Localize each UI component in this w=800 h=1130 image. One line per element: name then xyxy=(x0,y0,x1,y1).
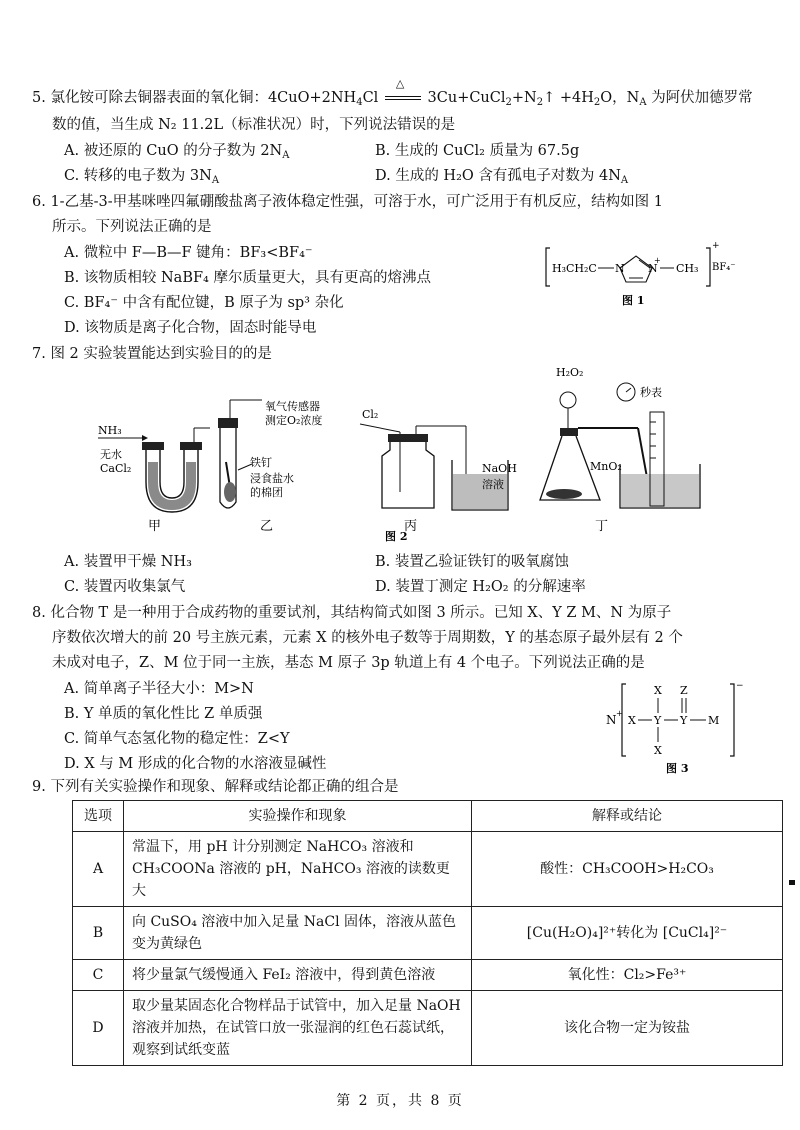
q7-option-b: B. 装置乙验证铁钉的吸氧腐蚀 xyxy=(375,554,569,570)
table-header: 选项 xyxy=(73,801,124,832)
q8-option-b: B. Y 单质的氧化性比 Z 单质强 xyxy=(64,706,263,722)
table-cell-option: B xyxy=(73,907,124,960)
figure-2-caption: 图 2 xyxy=(385,530,408,542)
label-mno2: MnO₂ xyxy=(590,460,622,473)
figure-3-structure xyxy=(600,676,750,776)
q6-option-a: A. 微粒中 F—B—F 键角：BF₃<BF₄⁻ xyxy=(64,245,313,261)
q8-stem-line1: 8. 化合物 T 是一种用于合成药物的重要试剂，其结构简式如图 3 所示。已知 X、Y Z M、N 为原子 xyxy=(32,605,672,621)
label-nh3: NH₃ xyxy=(98,424,122,437)
label-cl2: Cl₂ xyxy=(362,408,379,421)
label-cacl2: CaCl₂ xyxy=(100,462,132,475)
anion-charge: − xyxy=(736,681,744,691)
label-iron-nail: 铁钉 xyxy=(250,456,272,469)
q5-stem-line2: 数的值，当生成 N₂ 11.2L（标准状况）时，下列说法错误的是 xyxy=(52,117,456,133)
q9-table xyxy=(72,800,783,1066)
q6-option-b: B. 该物质相较 NaBF₄ 摩尔质量更大，具有更高的熔沸点 xyxy=(64,270,431,286)
label-saltwater: 浸食盐水 xyxy=(250,472,294,485)
atom-x-bottom: X xyxy=(654,744,662,757)
atom-n: N xyxy=(606,713,617,727)
label-apparatus-ding: 丁 xyxy=(595,519,609,534)
q5-option-a: A. 被还原的 CuO 的分子数为 $2N_A$ xyxy=(64,143,290,161)
q8-option-c: C. 简单气态氢化物的稳定性：Z<Y xyxy=(64,731,290,747)
table-cell-option: C xyxy=(73,960,124,991)
table-row xyxy=(73,832,783,907)
label-measure-o2: 测定O₂浓度 xyxy=(265,414,323,427)
page-footer: 第 2 页，共 8 页 xyxy=(336,1093,464,1109)
label-naoh: NaOH xyxy=(482,462,517,475)
table-cell-conclusion: 氧化性：Cl₂>Fe³⁺ xyxy=(472,960,783,991)
ring-nitrogen-1: N xyxy=(615,262,625,275)
atom-x-left: X xyxy=(628,714,636,727)
table-cell-operation: 取少量某固态化合物样品于试管中，加入足量 NaOH 溶液并加热，在试管口放一张湿润的红色石蕊试纸，观察到试纸变蓝 xyxy=(124,991,472,1066)
table-row xyxy=(73,991,783,1066)
label-oxygen-sensor: 氧气传感器 xyxy=(265,400,320,413)
anion-label: BF₄⁻ xyxy=(712,262,736,273)
q5-stem-line1: 5. 氯化铵可除去铜器表面的氧化铜：$4CuO+2NH_4Cl$ △ $3Cu+CuCl_2+N_2↑ +4H_2O$，$N_A$ 为阿伏加德罗常 xyxy=(32,88,753,113)
table-cell-conclusion: 该化合物一定为铵盐 xyxy=(472,991,783,1066)
table-cell-operation: 向 CuSO₄ 溶液中加入足量 NaCl 固体，溶液从蓝色变为黄绿色 xyxy=(124,907,472,960)
table-cell-option: D xyxy=(73,991,124,1066)
atom-y-left: Y xyxy=(654,714,662,727)
methyl-group-label: CH₃ xyxy=(676,262,699,275)
q6-option-d: D. 该物质是离子化合物，固态时能导电 xyxy=(64,320,317,336)
label-apparatus-bing: 丙 xyxy=(404,519,418,534)
table-row xyxy=(73,907,783,960)
table-cell-conclusion: 酸性：CH₃COOH>H₂CO₃ xyxy=(472,832,783,907)
atom-z: Z xyxy=(680,684,688,697)
table-header: 解释或结论 xyxy=(472,801,783,832)
q8-option-a: A. 简单离子半径大小：M>N xyxy=(64,681,254,697)
label-cotton: 的棉团 xyxy=(250,486,283,499)
ring-nitrogen-2: N xyxy=(648,262,658,275)
table-row xyxy=(73,960,783,991)
q7-option-d: D. 装置丁测定 H₂O₂ 的分解速率 xyxy=(375,579,586,595)
q9-stem: 9. 下列有关实验操作和现象、解释或结论都正确的组合是 xyxy=(32,779,399,795)
q7-option-a: A. 装置甲干燥 NH₃ xyxy=(64,554,192,570)
ethyl-group-label: H₃CH₂C xyxy=(552,262,597,275)
table-header-row xyxy=(73,801,783,832)
atom-m: M xyxy=(708,714,720,727)
q7-stem: 7. 图 2 实验装置能达到实验目的的是 xyxy=(32,346,272,362)
q7-option-c: C. 装置丙收集氯气 xyxy=(64,579,186,595)
label-solution: 溶液 xyxy=(482,478,504,491)
figure-1-caption: 图 1 xyxy=(622,294,645,307)
cation-charge-plus: + xyxy=(712,241,720,251)
label-stopwatch: 秒表 xyxy=(640,386,662,399)
table-cell-conclusion: [Cu(H₂O)₄]²⁺转化为 [CuCl₄]²⁻ xyxy=(472,907,783,960)
table-cell-operation: 将少量氯气缓慢通入 FeI₂ 溶液中，得到黄色溶液 xyxy=(124,960,472,991)
label-apparatus-yi: 乙 xyxy=(260,519,274,534)
figure-1-imidazolium-structure xyxy=(540,236,740,316)
q8-option-d: D. X 与 M 形成的化合物的水溶液显碱性 xyxy=(64,756,327,772)
table-header: 实验操作和现象 xyxy=(124,801,472,832)
label-h2o2: H₂O₂ xyxy=(556,366,584,379)
label-apparatus-jia: 甲 xyxy=(148,519,162,534)
q5-option-d: D. 生成的 H₂O 含有孤电子对数为 $4N_A$ xyxy=(375,168,629,186)
atom-y-right: Y xyxy=(680,714,688,727)
table-cell-operation: 常温下，用 pH 计分别测定 NaHCO₃ 溶液和 CH₃COONa 溶液的 pH，NaHCO₃ 溶液的读数更大 xyxy=(124,832,472,907)
q6-stem-line1: 6. 1-乙基-3-甲基咪唑四氟硼酸盐离子液体稳定性强，可溶于水，可广泛用于有机反应，结构如图 1 xyxy=(32,194,663,210)
heat-triangle-icon: △ xyxy=(395,77,405,90)
table-cell-option: A xyxy=(73,832,124,907)
q8-stem-line2: 序数依次增大的前 20 号主族元素，元素 X 的核外电子数等于周期数，Y 的基态原子最外层有 2 个 xyxy=(52,630,683,646)
atom-x-top: X xyxy=(654,684,662,697)
atom-n-charge: + xyxy=(616,709,623,718)
margin-mark xyxy=(789,880,795,885)
q5-option-b: B. 生成的 CuCl₂ 质量为 67.5g xyxy=(375,143,580,159)
label-anhydrous: 无水 xyxy=(100,448,122,461)
figure-3-caption: 图 3 xyxy=(666,762,689,775)
q6-option-c: C. BF₄⁻ 中含有配位键，B 原子为 sp³ 杂化 xyxy=(64,295,344,311)
q6-stem-line2: 所示。下列说法正确的是 xyxy=(52,219,212,235)
figure-2-apparatus xyxy=(90,362,740,542)
q8-stem-line3: 未成对电子，Z、M 位于同一主族，基态 M 原子 3p 轨道上有 4 个电子。下列说法正确的是 xyxy=(52,655,645,671)
q5-option-c: C. 转移的电子数为 $3N_A$ xyxy=(64,168,220,186)
ring-charge-plus: + xyxy=(654,256,661,265)
